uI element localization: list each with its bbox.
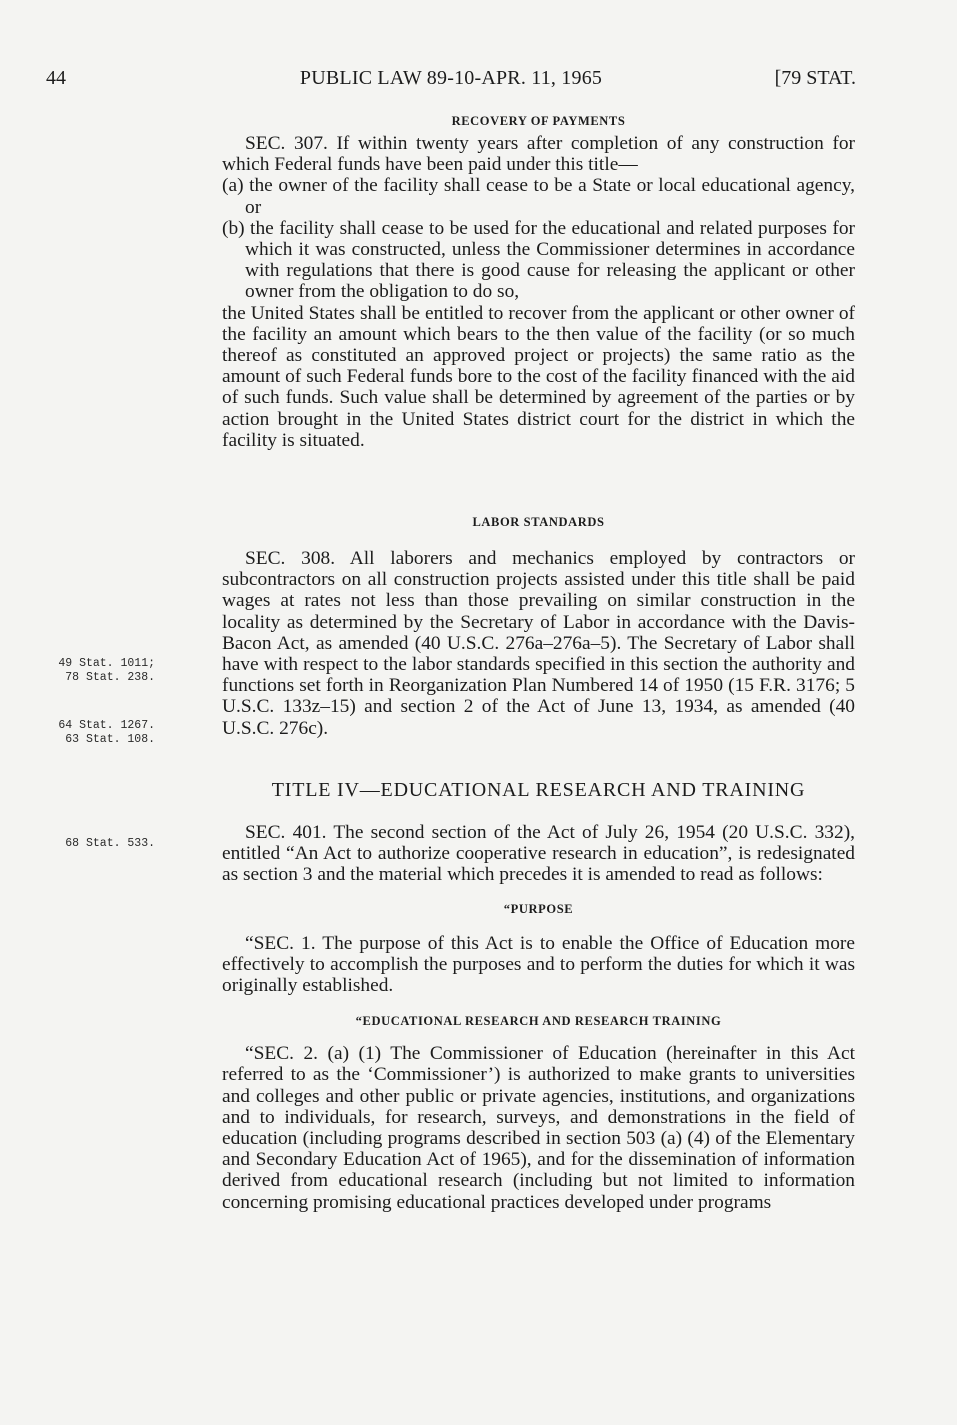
page-number: 44	[46, 67, 66, 89]
sec-2-text: “SEC. 2. (a) (1) The Commissioner of Education (hereinafter in this Act referred to as the ‘Commissioner’) is authorized to make grants to universities and colleges and other public or private agencies, institutions, and organizations and to individuals, for research, surveys, and demonstrations in the field of education (including programs described in section 503 (a) (4) of the Elementary and Secondary Education Act of 1965), and for the dissemination of information derived from educational research (including but not limited to information concerning promising educational practices developed under programs	[222, 1043, 855, 1213]
sec-401-text: SEC. 401. The second section of the Act of July 26, 1954 (20 U.S.C. 332), entitled “An Act to authorize cooperative research in education”, is redesignated as section 3 and the material which precedes it is amended to read as follows:	[222, 822, 855, 886]
running-title: PUBLIC LAW 89-10-APR. 11, 1965	[299, 67, 603, 89]
research-heading: “EDUCATIONAL RESEARCH AND RESEARCH TRAINING	[355, 1014, 722, 1029]
sec-307-item-a: (a) the owner of the facility shall cease to be a State or local educational agency, or	[222, 175, 855, 218]
purpose-heading: “PURPOSE	[503, 901, 574, 916]
margin-note-reorganization: 64 Stat. 1267. 63 Stat. 108.	[58, 719, 155, 746]
margin-note-cooperative-research: 68 Stat. 533.	[65, 837, 155, 850]
title-iv-heading: TITLE IV—EDUCATIONAL RESEARCH AND TRAINING	[271, 779, 806, 801]
section-heading-labor: LABOR STANDARDS	[472, 515, 605, 529]
section-308	[222, 515, 855, 739]
sec-308-text: SEC. 308. All laborers and mechanics employed by contractors or subcontractors on all construction projects assisted under this title shall be paid wages at rates not less than those prevailing on similar construction in the locality as determined by the Secretary of Labor in accordance with the Davis-Bacon Act, as amended (40 U.S.C. 276a–276a–5). The Secretary of Labor shall have with respect to the labor standards specified in this section the authority and functions set forth in Reorganization Plan Numbered 14 of 1950 (15 F.R. 3176; 5 U.S.C. 133z–15) and section 2 of the Act of June 13, 1934, as amended (40 U.S.C. 276c).	[222, 548, 855, 739]
section-307	[222, 114, 855, 451]
page-header	[46, 67, 856, 97]
sec-1-text: “SEC. 1. The purpose of this Act is to enable the Office of Education more effectively to accomplish the purposes and to perform the duties for which it was originally established.	[222, 932, 855, 997]
section-heading-recovery: RECOVERY OF PAYMENTS	[451, 114, 626, 128]
sec-307-conclusion: the United States shall be entitled to recover from the applicant or other owner of the facility an amount which bears to the then value of the facility (or so much thereof as constituted an approved project or projects) the same ratio as the amount of such Federal funds bore to the cost of the facility financed with the aid of such funds. Such value shall be determined by agreement of the parties or by action brought in the United States district court for the district in which the facility is situated.	[222, 302, 855, 451]
margin-note-davis-bacon: 49 Stat. 1011; 78 Stat. 238.	[58, 657, 155, 684]
sec-307-intro: SEC. 307. If within twenty years after completion of any construction for which Federal funds have been paid under this title—	[222, 133, 855, 176]
title-iv	[222, 779, 855, 1213]
sec-307-item-b: (b) the facility shall cease to be used for the educational and related purposes for which it was constructed, unless the Commissioner determines in accordance with regulations that there is good cause for releasing the applicant or other owner from the obligation to do so,	[222, 217, 855, 303]
volume-reference: [79 STAT.	[774, 67, 856, 89]
